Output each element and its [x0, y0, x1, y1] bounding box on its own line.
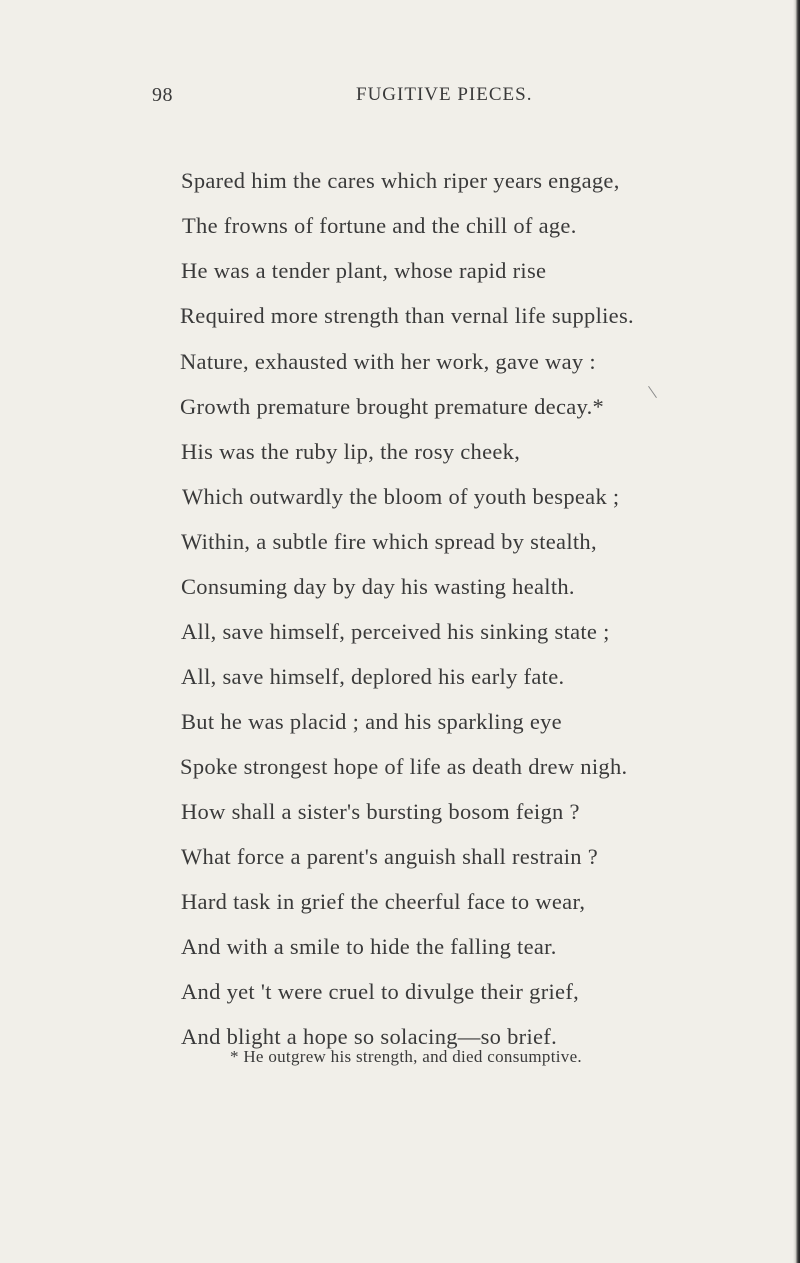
poem-line: His was the ruby lip, the rosy cheek, — [181, 439, 521, 464]
poem-line: But he was placid ; and his sparkling eye — [181, 709, 562, 734]
poem-line: Hard task in grief the cheerful face to wear, — [181, 889, 586, 914]
poem-line: How shall a sister's bursting bosom feign ? — [181, 799, 580, 824]
poem-line: And with a smile to hide the falling tear. — [181, 934, 557, 959]
poem-line: And yet 't were cruel to divulge their grief, — [181, 979, 580, 1004]
poem-line: All, save himself, deplored his early fate. — [181, 664, 565, 689]
poem-line: What force a parent's anguish shall restrain ? — [181, 844, 599, 869]
page-number: 98 — [152, 84, 173, 106]
poem-line: Nature, exhausted with her work, gave way : — [180, 349, 596, 374]
poem-line: Within, a subtle fire which spread by stealth, — [181, 529, 597, 554]
running-title: FUGITIVE PIECES. — [356, 84, 533, 105]
page-edge-shadow — [793, 0, 800, 1263]
poem-line: The frowns of fortune and the chill of age. — [182, 213, 577, 238]
poem-line: Required more strength than vernal life supplies. — [180, 303, 634, 328]
poem-line: And blight a hope so solacing—so brief. — [181, 1024, 558, 1049]
poem-line: Which outwardly the bloom of youth bespeak ; — [182, 484, 620, 509]
running-head — [0, 84, 800, 114]
poem-line: Growth premature brought premature decay.* — [180, 394, 605, 419]
poem-line: Spoke strongest hope of life as death drew nigh. — [180, 754, 628, 779]
paper-speck — [648, 386, 657, 398]
poem-line: Spared him the cares which riper years engage, — [181, 168, 620, 193]
footnote: * He outgrew his strength, and died consumptive. — [230, 1047, 582, 1066]
poem-line: He was a tender plant, whose rapid rise — [181, 258, 547, 283]
poem-line: All, save himself, perceived his sinking state ; — [181, 619, 610, 644]
poem-line: Consuming day by day his wasting health. — [181, 574, 575, 599]
